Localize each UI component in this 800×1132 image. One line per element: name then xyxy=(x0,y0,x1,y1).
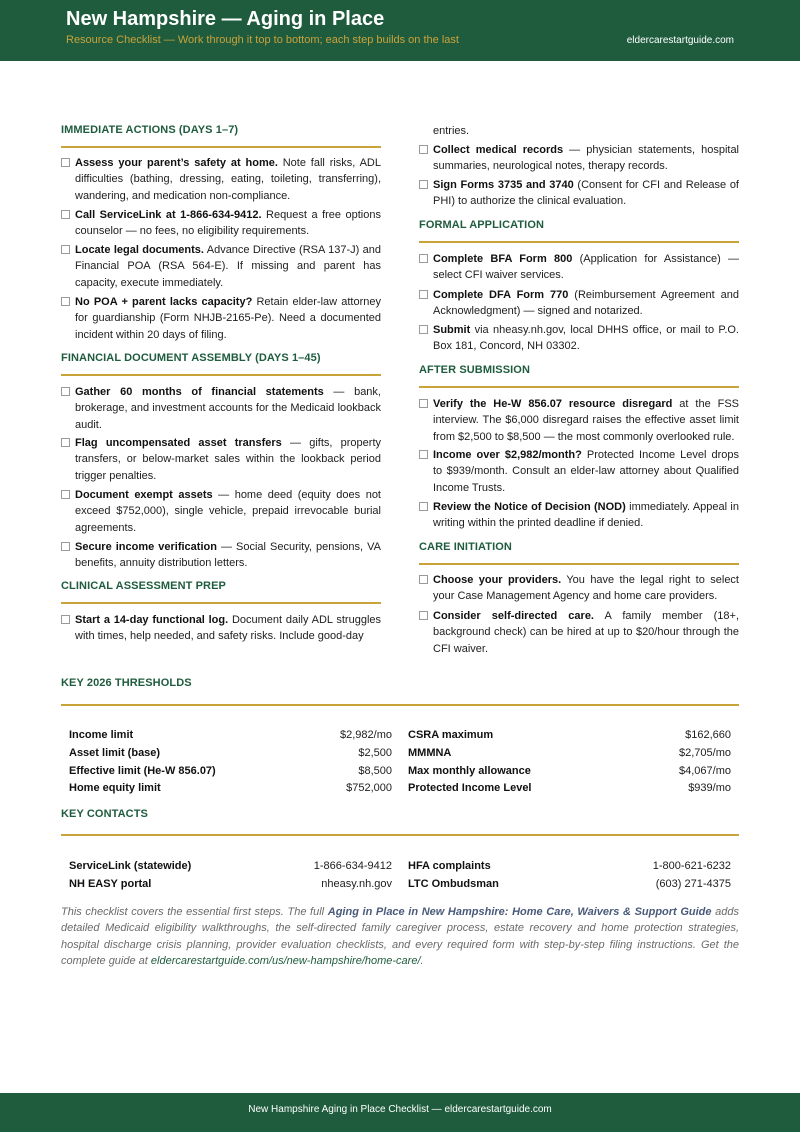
item-title: Locate legal documents. xyxy=(75,244,204,256)
threshold-label: CSRA maximum xyxy=(408,729,494,741)
checkbox-icon[interactable] xyxy=(61,210,70,219)
threshold-label: Protected Income Level xyxy=(408,782,532,794)
section-heading-formal: FORMAL APPLICATION xyxy=(419,219,545,231)
item-title: Flag uncompensated asset transfers xyxy=(75,437,282,449)
contact-value[interactable]: 1-800-621-6232 xyxy=(652,860,731,872)
checkbox-icon[interactable] xyxy=(419,180,428,189)
threshold-value: $2,500 xyxy=(358,747,392,759)
contact-label: ServiceLink (statewide) xyxy=(69,860,192,872)
item-title: Call ServiceLink at 1-866-634-9412. xyxy=(75,209,262,221)
threshold-label: Home equity limit xyxy=(69,782,161,794)
item-text: (Reimbursement Agreement and Acknowledgment) — signed and notarized. xyxy=(433,289,740,318)
item-text: — bank, brokerage, and investment accounts for the Medicaid lookback audit. xyxy=(75,386,381,431)
item-text: — Social Security, pensions, VA benefits, annuity distribution letters. xyxy=(75,541,381,570)
threshold-value: $2,705/mo xyxy=(679,747,731,759)
item-title: Sign Forms 3735 and 3740 xyxy=(433,179,574,191)
item-title: Start a 14-day functional log. xyxy=(75,614,229,626)
item-title: Submit xyxy=(433,324,471,336)
checklist-item[interactable] xyxy=(61,539,381,572)
contact-row xyxy=(69,876,392,892)
item-title: Secure income verification xyxy=(75,541,217,553)
item-title: Verify the He-W 856.07 resource disregard xyxy=(433,398,673,410)
threshold-row xyxy=(69,727,392,743)
item-text: immediately. Appeal in writing within the printed deadline if denied. xyxy=(433,501,739,530)
item-text: A family member (18+, background check) can be hired at up to $20/hour through the CFI waiver. xyxy=(433,610,740,655)
checklist-item[interactable] xyxy=(419,287,739,320)
page-footer xyxy=(0,1093,800,1132)
checkbox-icon[interactable] xyxy=(419,145,428,154)
threshold-row xyxy=(69,780,392,796)
item-title: Complete DFA Form 770 xyxy=(433,289,569,301)
threshold-label: Asset limit (base) xyxy=(69,747,161,759)
checklist-item[interactable] xyxy=(61,155,381,204)
guide-link[interactable]: eldercarestartguide.com/us/new-hampshire/home-care/ xyxy=(150,954,421,967)
item-title: Gather 60 months of financial statements xyxy=(75,386,324,398)
section-heading-thresholds: KEY 2026 THRESHOLDS xyxy=(61,677,192,689)
threshold-label: Income limit xyxy=(69,729,134,741)
contact-value[interactable]: (603) 271-4375 xyxy=(655,878,731,890)
threshold-row xyxy=(408,745,731,761)
threshold-value: $162,660 xyxy=(685,729,731,741)
page-title: New Hampshire — Aging in Place xyxy=(66,8,385,30)
guide-title: Aging in Place in New Hampshire: Home Care, Waivers & Support Guide xyxy=(327,906,712,918)
checklist-item[interactable] xyxy=(419,322,739,355)
item-title: Document exempt assets xyxy=(75,489,213,501)
item-title: Assess your parent’s safety at home. xyxy=(75,157,278,169)
section-heading-immediate: IMMEDIATE ACTIONS (DAYS 1–7) xyxy=(61,124,239,136)
checkbox-icon[interactable] xyxy=(419,450,428,459)
checkbox-icon[interactable] xyxy=(419,290,428,299)
checkbox-icon[interactable] xyxy=(419,502,428,511)
checkbox-icon[interactable] xyxy=(61,387,70,396)
item-text: — home deed (equity does not exceed $752,000), single vehicle, prepaid irrevocable burial agreements. xyxy=(75,489,381,534)
threshold-value: $4,067/mo xyxy=(679,765,731,777)
checklist-item[interactable] xyxy=(419,142,739,175)
item-text: (Consent for CFI and Release of PHI) to authorize the clinical evaluation. xyxy=(433,179,739,208)
contact-label: LTC Ombudsman xyxy=(408,878,499,890)
checkbox-icon[interactable] xyxy=(61,158,70,167)
checkbox-icon[interactable] xyxy=(61,490,70,499)
item-title: Complete BFA Form 800 xyxy=(433,253,573,265)
note-text: This checklist covers the essential first steps. The full xyxy=(61,906,328,918)
contact-label: HFA complaints xyxy=(408,860,491,872)
checklist-item[interactable] xyxy=(61,612,381,645)
threshold-value: $8,500 xyxy=(358,765,392,777)
item-text: at the FSS interview. The $6,000 disregard raises the effective asset limit from $2,500 to $8,500 — the most commonly overlooked rule. xyxy=(433,398,739,443)
checkbox-icon[interactable] xyxy=(61,615,70,624)
checkbox-icon[interactable] xyxy=(61,542,70,551)
section-rule xyxy=(61,146,381,148)
item-title: Collect medical records xyxy=(433,144,564,156)
item-text: Retain elder-law attorney for guardianship (Form NHJB-2165-Pe). Need a documented incident within 20 days of filing. xyxy=(75,296,381,341)
item-text: via nheasy.nh.gov, local DHHS office, or mail to P.O. Box 181, Concord, NH 03302. xyxy=(433,324,739,353)
checkbox-icon[interactable] xyxy=(419,611,428,620)
threshold-label: Max monthly allowance xyxy=(408,765,531,777)
section-rule xyxy=(419,563,739,565)
item-title: Consider self-directed care. xyxy=(433,610,594,622)
item-text: You have the legal right to select your Case Management Agency and home care providers. xyxy=(433,574,739,603)
threshold-row xyxy=(408,780,731,796)
checkbox-icon[interactable] xyxy=(419,325,428,334)
checkbox-icon[interactable] xyxy=(61,438,70,447)
item-text: (Application for Assistance) — select CFI waiver services. xyxy=(433,253,739,282)
section-heading-after: AFTER SUBMISSION xyxy=(419,364,530,376)
item-text: Protected Income Level drops to $939/month. Consult an elder-law attorney about Qualified Income Trusts. xyxy=(433,449,739,494)
threshold-row xyxy=(69,745,392,761)
threshold-value: $752,000 xyxy=(346,782,392,794)
section-rule xyxy=(61,374,381,376)
checklist-item[interactable] xyxy=(61,242,381,291)
checklist-item[interactable] xyxy=(61,435,381,484)
threshold-label: MMMNA xyxy=(408,747,452,759)
checklist-item[interactable] xyxy=(61,207,381,240)
item-text: Request a free options counselor — no fees, no eligibility requirements. xyxy=(75,209,381,238)
checklist-item[interactable] xyxy=(61,384,381,433)
checklist-item[interactable] xyxy=(419,177,739,210)
threshold-value: $2,982/mo xyxy=(340,729,392,741)
threshold-row xyxy=(408,727,731,743)
checkbox-icon[interactable] xyxy=(419,575,428,584)
checkbox-icon[interactable] xyxy=(61,297,70,306)
item-continuation: entries. xyxy=(433,125,470,137)
contact-row xyxy=(69,858,392,874)
checkbox-icon[interactable] xyxy=(61,245,70,254)
checklist-item[interactable] xyxy=(61,294,381,343)
section-rule xyxy=(61,704,739,706)
section-heading-care: CARE INITIATION xyxy=(419,541,512,553)
checklist-item[interactable] xyxy=(419,572,739,605)
closing-note xyxy=(61,904,739,969)
checklist-item[interactable] xyxy=(61,487,381,536)
checkbox-icon[interactable] xyxy=(419,254,428,263)
page-subtitle: Resource Checklist — Work through it top to bottom; each step builds on the last xyxy=(66,34,459,46)
section-heading-clinical: CLINICAL ASSESSMENT PREP xyxy=(61,580,226,592)
threshold-value: $939/mo xyxy=(688,782,731,794)
item-title: Review the Notice of Decision (NOD) xyxy=(433,501,626,513)
threshold-row xyxy=(408,763,731,779)
contact-value[interactable]: nheasy.nh.gov xyxy=(321,878,392,890)
item-title: No POA + parent lacks capacity? xyxy=(75,296,253,308)
section-heading-contacts: KEY CONTACTS xyxy=(61,808,148,820)
header-site: eldercarestartguide.com xyxy=(626,35,734,46)
checklist-item[interactable] xyxy=(419,608,739,657)
item-text: — physician statements, hospital summaries, neurological notes, therapy records. xyxy=(433,144,740,173)
checklist-item[interactable] xyxy=(419,499,739,532)
section-rule xyxy=(419,241,739,243)
footer-text: New Hampshire Aging in Place Checklist — eldercarestartguide.com xyxy=(248,1104,552,1115)
section-rule xyxy=(61,602,381,604)
item-text: Note fall risks, ADL difficulties (bathing, dressing, eating, toileting, transferring), wandering, and medication non-compliance. xyxy=(75,157,381,202)
threshold-label: Effective limit (He-W 856.07) xyxy=(69,765,216,777)
section-rule xyxy=(61,834,739,836)
note-text: . xyxy=(420,954,424,967)
checkbox-icon[interactable] xyxy=(419,399,428,408)
contact-value[interactable]: 1-866-634-9412 xyxy=(313,860,392,872)
note-text: adds detailed Medicaid eligibility walkthroughs, the self-directed family caregiver process, estate recovery and home protection strategies, hospital discharge crisis planning, provider evaluation checklists, and every required form with step-by-step filing instructions. Get the complete guide at xyxy=(61,906,739,967)
contact-label: NH EASY portal xyxy=(69,878,152,890)
contact-row xyxy=(408,858,731,874)
threshold-row xyxy=(69,763,392,779)
section-heading-financial: FINANCIAL DOCUMENT ASSEMBLY (DAYS 1–45) xyxy=(61,352,321,364)
checklist-item[interactable] xyxy=(419,447,739,496)
item-text: — gifts, property transfers, or below-market sales within the lookback period trigger penalties. xyxy=(75,437,381,482)
section-rule xyxy=(419,386,739,388)
checklist-item[interactable] xyxy=(419,251,739,284)
item-title: Income over $2,982/month? xyxy=(433,449,582,461)
page-header xyxy=(0,0,800,61)
contact-row xyxy=(408,876,731,892)
item-text: Document daily ADL struggles with times, help needed, and safety risks. Include good-day xyxy=(75,614,382,643)
item-text: Advance Directive (RSA 137-J) and Financial POA (RSA 564-E). If missing and parent has capacity, execute immediately. xyxy=(75,244,381,289)
item-title: Choose your providers. xyxy=(433,574,562,586)
checklist-item[interactable] xyxy=(419,396,739,445)
